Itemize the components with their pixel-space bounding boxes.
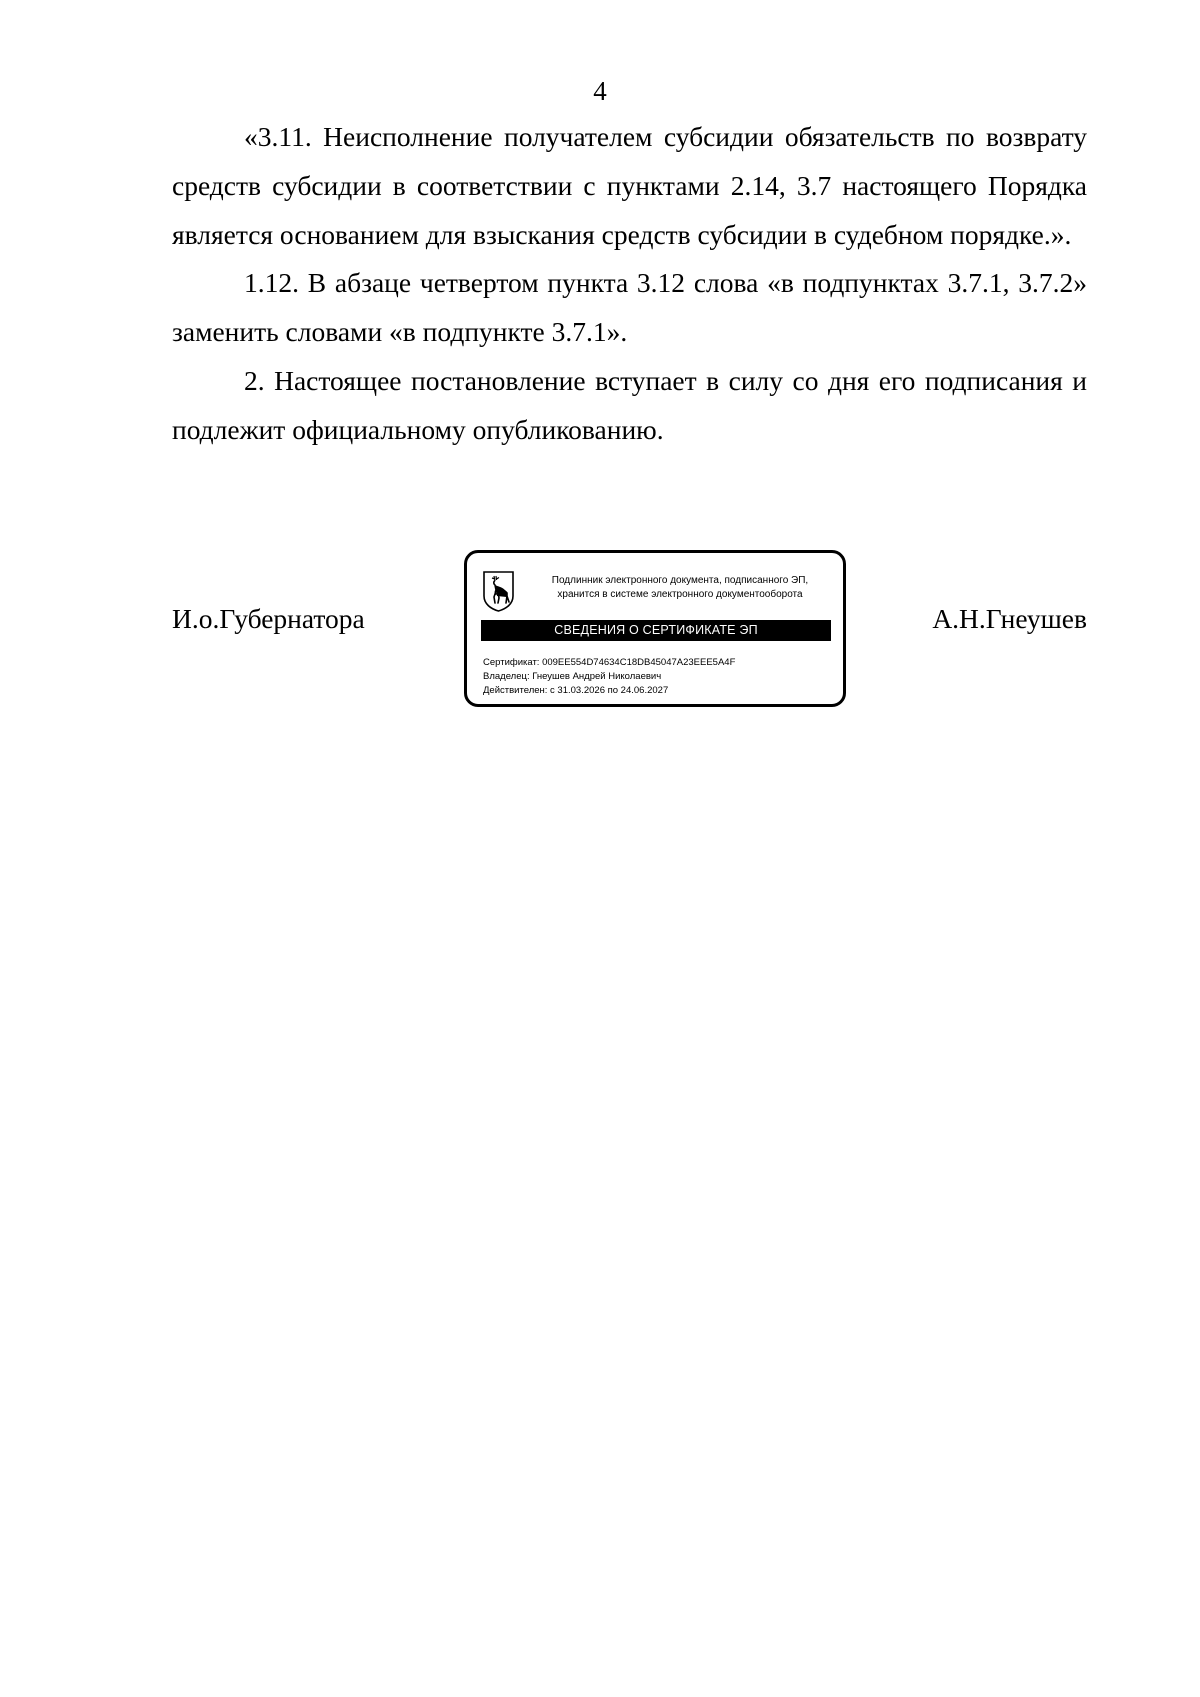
document-body [172,113,1087,455]
certificate-owner: Владелец: Гнеушев Андрей Николаевич [483,671,662,682]
certificate-validity: Действителен: с 31.03.2026 по 24.06.2027 [483,685,669,696]
signer-name: А.Н.Гнеушев [932,603,1087,634]
electronic-signature-stamp [464,550,846,707]
stamp-heading-line: хранится в системе электронного документооборота [557,589,803,600]
paragraph-3-11: «3.11. Неисполнение получателем субсидии обязательств по возврату средств субсидии в соответствии с пунктами 2.14, 3.7 настоящего Порядка является основанием для взыскания средств субсидии в судебном порядке.». [172,121,1087,250]
coat-of-arms-icon [482,570,515,612]
paragraph-1-12: 1.12. В абзаце четвертом пункта 3.12 слова «в подпунктах 3.7.1, 3.7.2» заменить словами «в подпункте 3.7.1». [172,267,1087,348]
stamp-title-bar: СВЕДЕНИЯ О СЕРТИФИКАТЕ ЭП [481,620,831,641]
paragraph-2: 2. Настоящее постановление вступает в силу со дня его подписания и подлежит официальному опубликованию. [172,364,1087,445]
certificate-serial: Сертификат: 009EE554D74634C18DB45047A23EEE5A4F [483,657,736,668]
stamp-heading [527,574,833,602]
stamp-heading-line: Подлинник электронного документа, подписанного ЭП, [551,575,809,586]
page-number: 4 [593,76,607,106]
signer-position: И.о.Губернатора [172,603,365,634]
stamp-certificate-details [483,656,835,698]
